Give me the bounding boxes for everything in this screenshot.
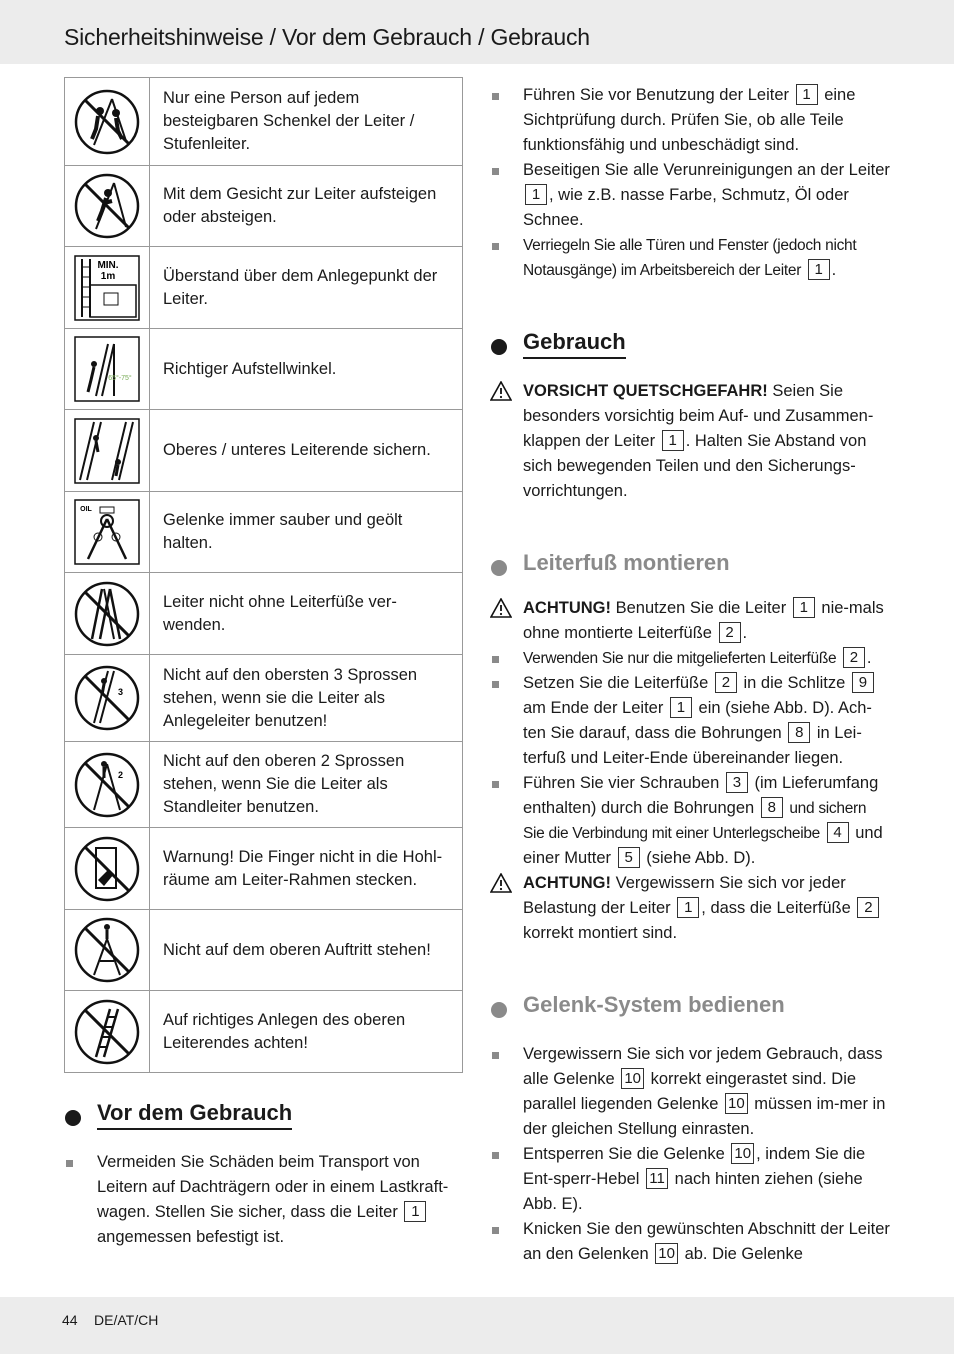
safety-row — [65, 329, 462, 410]
ref-number: 11 — [646, 1168, 668, 1189]
safety-text: Nicht auf dem oberen Auftritt stehen! — [163, 940, 431, 959]
safety-row — [65, 410, 462, 492]
list-item: Knicken Sie den gewünschten Abschnitt der Leiter an den Gelenken 10 ab. Die Gelenke — [490, 1217, 890, 1267]
region-label: DE/AT/CH — [94, 1312, 159, 1328]
right-column — [490, 83, 890, 1267]
list-item: Verwenden Sie nur die mitgelieferten Leiterfüße 2 . — [490, 646, 890, 671]
warning-triangle-icon — [490, 381, 512, 401]
page-number: 44 — [62, 1312, 78, 1328]
safety-row — [65, 247, 462, 329]
ref-number: 1 — [808, 259, 830, 280]
ref-number: 1 — [525, 184, 547, 205]
correct-placement-icon — [74, 999, 140, 1065]
ref-number: 1 — [404, 1201, 426, 1222]
bullet-dot-icon — [491, 1002, 507, 1018]
secure-ends-icon — [74, 418, 140, 484]
angle-icon — [74, 336, 140, 402]
ref-number: 8 — [788, 722, 810, 743]
no-feet-icon — [74, 581, 140, 647]
ref-number: 5 — [618, 847, 640, 868]
page-header — [0, 0, 954, 64]
safety-text: Oberes / unteres Leiterende sichern. — [163, 441, 431, 459]
section-heading — [490, 550, 890, 578]
safety-row — [65, 910, 462, 991]
safety-text: Nicht auf den obersten 3 Sprossen stehen, wenn sie die Leiter als Anlegeleiter benutzen! — [163, 665, 418, 730]
list-item: Führen Sie vier Schrauben 3 (im Lieferumfang enthalten) durch die Bohrungen 8 und sichern Sie die Verbindung mit einer Unterlegscheibe 4 und einer Mutter 5 (siehe Abb. D). — [490, 771, 890, 871]
list-item: Verriegeln Sie alle Türen und Fenster (jedoch nicht Notausgänge) im Arbeitsbereich der Leiter 1 . — [490, 233, 890, 283]
oil-joints-icon — [74, 499, 140, 565]
ref-number: 1 — [793, 597, 815, 618]
no-top-step-icon — [74, 917, 140, 983]
heading-label: Gelenk-System bedienen — [523, 992, 785, 1017]
list-item: Vergewissern Sie sich vor jedem Gebrauch, dass alle Gelenke 10 korrekt eingerastet sind. Die parallel liegenden Gelenke 10 müssen im-mer in der gleichen Stellung einrasten. — [490, 1042, 890, 1142]
svg-text:OIL: OIL — [80, 506, 92, 513]
ref-number: 10 — [731, 1143, 754, 1164]
safety-text: Überstand über dem Anlegepunkt der Leiter. — [163, 266, 438, 308]
ref-number: 9 — [852, 672, 874, 693]
warning-item: VORSICHT QUETSCHGEFAHR! Seien Sie besonders vorsichtig beim Auf- und Zusammen-klappen der Leiter 1 . Halten Sie Abstand von sich bewegenden Teilen und den Sicherungs-vorrichtungen. — [490, 379, 890, 504]
list-item: Beseitigen Sie alle Verunreinigungen an der Leiter 1 , wie z.B. nasse Farbe, Schmutz, Öl oder Schnee. — [490, 158, 890, 233]
ref-number: 8 — [761, 797, 783, 818]
safety-text: Richtiger Aufstellwinkel. — [163, 359, 337, 378]
safety-row — [65, 991, 462, 1072]
ref-number: 10 — [655, 1243, 678, 1264]
safety-text: Nur eine Person auf jedem besteigbaren Schenkel der Leiter / Stufenleiter. — [163, 89, 415, 153]
page-title: Sicherheitshinweise / Vor dem Gebrauch / Gebrauch — [64, 24, 590, 50]
safety-row — [65, 742, 462, 828]
page-footer — [0, 1297, 954, 1354]
ref-number: 1 — [677, 897, 699, 918]
warning-item: ACHTUNG! Benutzen Sie die Leiter 1 nie-mals ohne montierte Leiterfüße 2 . — [490, 596, 890, 646]
warning-triangle-icon — [490, 598, 512, 618]
top-3-rungs-icon — [74, 665, 140, 731]
list-item: Setzen Sie die Leiterfüße 2 in die Schlitze 9 am Ende der Leiter 1 ein (siehe Abb. D). Ach-ten Sie darauf, dass die Bohrungen 8 in Lei-terfuß und Leiter-Ende übereinander liegen. — [490, 671, 890, 771]
svg-text:3: 3 — [118, 687, 124, 697]
face-ladder-icon — [74, 173, 140, 239]
ref-number: 3 — [726, 772, 748, 793]
safety-row — [65, 78, 462, 166]
heading-label: Vor dem Gebrauch — [97, 1100, 292, 1130]
bullet-dot-icon — [491, 339, 507, 355]
safety-text: Nicht auf den oberen 2 Sprossen stehen, wenn Sie die Leiter als Standleiter benutzen. — [163, 752, 405, 816]
ref-number: 2 — [719, 622, 741, 643]
ref-number: 1 — [662, 430, 684, 451]
svg-text:1m: 1m — [100, 270, 116, 282]
bullet-dot-icon — [65, 1110, 81, 1126]
bullet-dot-icon — [491, 560, 507, 576]
bullet-list — [64, 1150, 466, 1250]
heading-label: Gebrauch — [523, 329, 626, 359]
warning-triangle-icon — [490, 873, 512, 893]
warning-item: ACHTUNG! Vergewissern Sie sich vor jeder Belastung der Leiter 1 , dass die Leiterfüße 2 korrekt montiert sind. — [490, 871, 890, 946]
list-item: Entsperren Sie die Gelenke 10 , indem Sie die Ent-sperr-Hebel 11 nach hinten ziehen (siehe Abb. E). — [490, 1142, 890, 1217]
safety-row — [65, 573, 462, 655]
section-heading — [490, 992, 890, 1020]
safety-text: Gelenke immer sauber und geölt halten. — [163, 511, 403, 552]
one-person-ladder-icon — [74, 89, 140, 155]
section-heading — [64, 1100, 466, 1130]
ref-number: 10 — [725, 1093, 748, 1114]
safety-text: Warnung! Die Finger nicht in die Hohl-räume am Leiter-Rahmen stecken. — [163, 847, 443, 889]
list-item: Vermeiden Sie Schäden beim Transport von Leitern auf Dachträgern oder in einem Lastkraft-wagen. Stellen Sie sicher, dass die Leiter 1 angemessen befestigt ist. — [64, 1150, 466, 1250]
bullet-list — [490, 83, 890, 283]
safety-instruction-table — [64, 77, 463, 1073]
ref-number: 10 — [621, 1068, 644, 1089]
safety-row — [65, 655, 462, 742]
safety-row — [65, 492, 462, 573]
svg-text:65°-75°: 65°-75° — [108, 375, 132, 382]
safety-row — [65, 166, 462, 247]
bullet-list — [490, 1042, 890, 1267]
heading-label: Leiterfuß montieren — [523, 550, 730, 575]
ref-number: 2 — [857, 897, 879, 918]
ref-number: 1 — [796, 84, 818, 105]
vor-dem-gebrauch-section — [64, 1100, 466, 1250]
ref-number: 4 — [827, 822, 849, 843]
finger-warning-icon — [74, 836, 140, 902]
top-2-rungs-icon — [74, 752, 140, 818]
svg-text:2: 2 — [118, 769, 124, 780]
section-heading — [490, 329, 890, 359]
list-item: Führen Sie vor Benutzung der Leiter 1 eine Sichtprüfung durch. Prüfen Sie, ob alle Teile funktionsfähig und unbeschädigt sind. — [490, 83, 890, 158]
ref-number: 2 — [715, 672, 737, 693]
safety-text: Mit dem Gesicht zur Leiter aufsteigen oder absteigen. — [163, 185, 437, 226]
svg-text:MIN.: MIN. — [97, 259, 119, 271]
safety-row — [65, 828, 462, 910]
safety-text: Leiter nicht ohne Leiterfüße ver-wenden. — [163, 592, 397, 634]
bullet-list — [490, 646, 890, 871]
ref-number: 1 — [670, 697, 692, 718]
overhang-1m-icon — [74, 255, 140, 321]
ref-number: 2 — [843, 647, 865, 668]
safety-text: Auf richtiges Anlegen des oberen Leiterendes achten! — [163, 1010, 406, 1052]
